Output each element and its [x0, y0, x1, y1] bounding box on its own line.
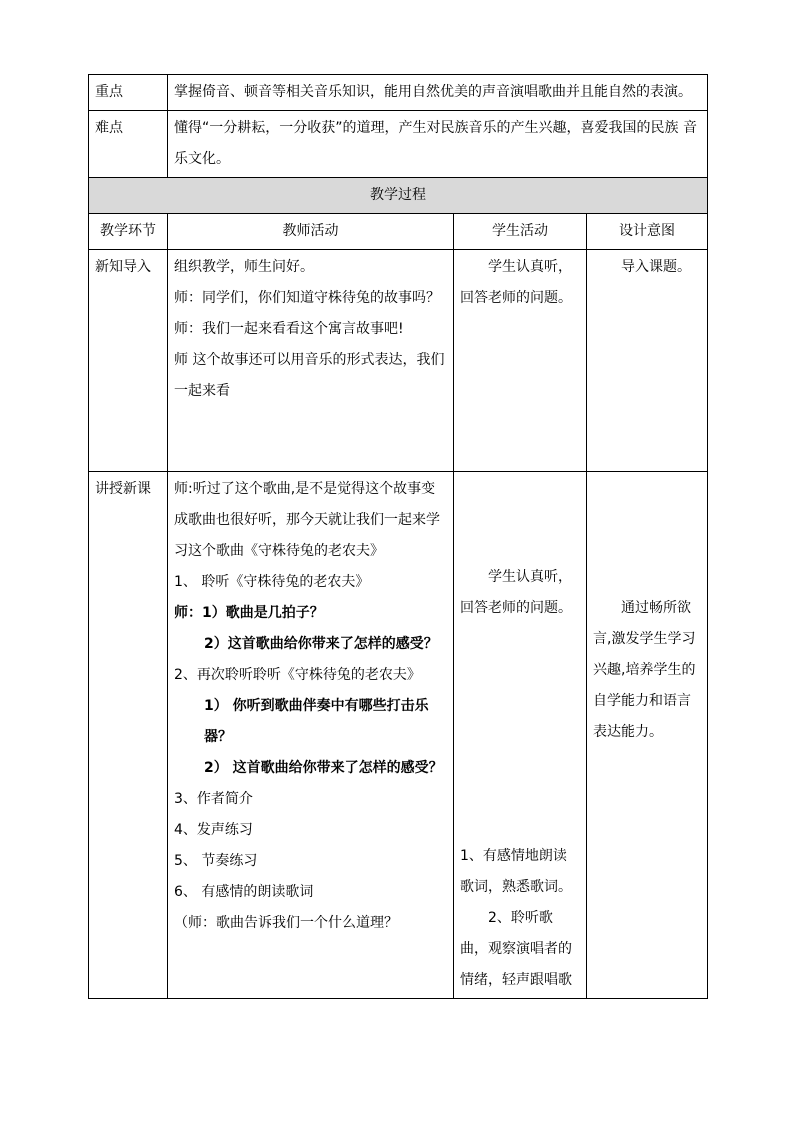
design-intent-cell: [587, 472, 708, 999]
student-activity-cell: [454, 472, 587, 999]
teacher-line: 2、再次聆听聆听《守株待兔的老农夫》: [174, 667, 421, 683]
section-title-row: [89, 178, 708, 214]
lesson-plan-table: [88, 74, 708, 999]
teacher-line: 组织教学，师生问好。: [174, 259, 314, 275]
teacher-line: 3、作者简介: [174, 791, 253, 807]
spacer: [460, 474, 580, 562]
stage-cell: 新知导入: [89, 250, 168, 472]
header-student: 学生活动: [454, 214, 587, 250]
teacher-activity-cell: [168, 472, 454, 999]
stage-cell: 讲授新课: [89, 472, 168, 999]
teacher-line: 师 这个故事还可以用音乐的形式表达，我们一起来看: [174, 352, 445, 399]
teacher-question: 1） 你听到歌曲伴奏中有哪些打击乐器？: [204, 698, 429, 745]
teacher-question: 师：1）歌曲是几拍子？: [174, 605, 324, 621]
header-row: [89, 214, 708, 250]
intent-text: 导入课题。: [621, 259, 691, 275]
student-text: 学生认真听，回答老师的问题。: [460, 259, 572, 306]
section-title: 教学过程: [89, 178, 708, 214]
student-activity-cell: [454, 250, 587, 472]
table-row: [89, 472, 708, 999]
lesson-plan-page: [88, 74, 707, 999]
student-text: 1、有感情地朗读歌词，熟悉歌词。: [460, 848, 572, 895]
difficulty-label: 难点: [89, 111, 168, 178]
teacher-question: 2） 这首歌曲给你带来了怎样的感受？: [204, 760, 443, 776]
teacher-question: 2）这首歌曲给你带来了怎样的感受？: [204, 636, 438, 652]
key-point-label: 重点: [89, 75, 168, 111]
teacher-line: 师：我们一起来看看这个寓言故事吧!: [174, 321, 404, 337]
intent-text: 通过畅所欲言,激发学生学习兴趣,培养学生的自学能力和语言表达能力。: [593, 600, 696, 740]
teacher-line: 师：同学们，你们知道守株待兔的故事吗？: [174, 290, 440, 306]
table-row: [89, 250, 708, 472]
spacer: [593, 474, 701, 593]
difficulty-row: [89, 111, 708, 178]
design-intent-cell: [587, 250, 708, 472]
header-intent: 设计意图: [587, 214, 708, 250]
teacher-line: 4、发声练习: [174, 822, 253, 838]
key-point-row: [89, 75, 708, 111]
teacher-line: （师：歌曲告诉我们一个什么道理？: [174, 915, 398, 931]
teacher-line: 5、 节奏练习: [174, 853, 258, 869]
teacher-line: 师:听过了这个歌曲,是不是觉得这个故事变成歌曲也很好听，那今天就让我们一起来学习这个歌曲《守株待兔的老农夫》: [174, 481, 440, 559]
header-teacher: 教师活动: [168, 214, 454, 250]
header-stage: 教学环节: [89, 214, 168, 250]
student-text: 学生认真听，回答老师的问题。: [460, 569, 572, 616]
student-text: 2、聆听歌曲，观察演唱者的情绪，轻声跟唱歌: [460, 910, 572, 988]
spacer: [460, 624, 580, 841]
teacher-line: 6、 有感情的朗读歌词: [174, 884, 314, 900]
teacher-activity-cell: [168, 250, 454, 472]
difficulty-content: 懂得“一分耕耘，一分收获”的道理，产生对民族音乐的产生兴趣，喜爱我国的民族 音乐文化。: [168, 111, 708, 178]
teacher-line: 1、 聆听《守株待兔的老农夫》: [174, 574, 370, 590]
key-point-content: 掌握倚音、顿音等相关音乐知识，能用自然优美的声音演唱歌曲并且能自然的表演。: [168, 75, 708, 111]
